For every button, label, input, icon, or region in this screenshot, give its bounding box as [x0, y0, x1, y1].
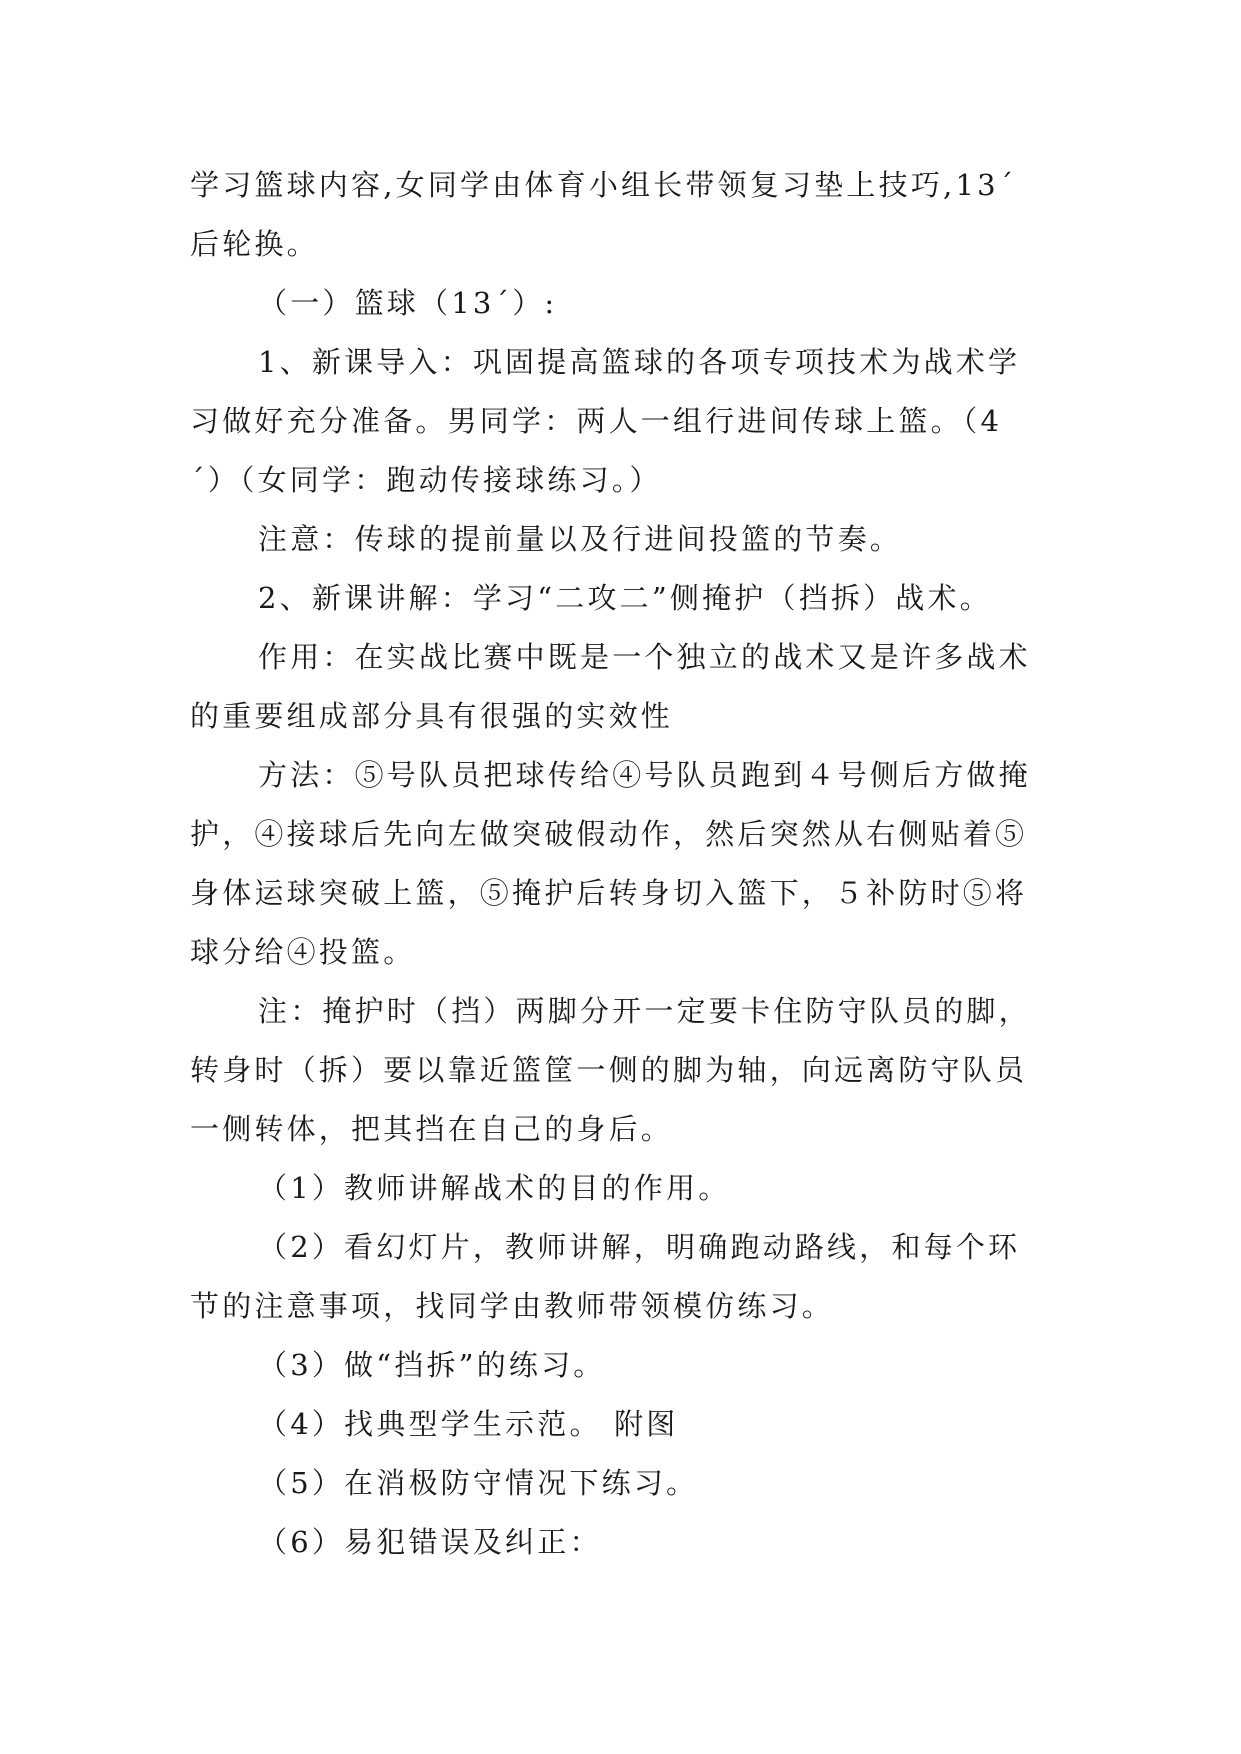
text-line: 转身时（拆）要以靠近篮筐一侧的脚为轴，向远离防守队员 [190, 1053, 1028, 1087]
text-line: 作用：在实战比赛中既是一个独立的战术又是许多战术 [258, 640, 1031, 674]
text-line: 1、新课导入：巩固提高篮球的各项专项技术为战术学 [258, 345, 1021, 379]
text-line: 2、新课讲解：学习“二攻二”侧掩护（挡拆）战术。 [258, 581, 992, 615]
text-line: 注：掩护时（挡）两脚分开一定要卡住防守队员的脚， [258, 994, 1031, 1028]
text-line: 节的注意事项，找同学由教师带领模仿练习。 [190, 1289, 835, 1323]
text-line: 球分给④投篮。 [190, 935, 416, 969]
text-line: 注意：传球的提前量以及行进间投篮的节奏。 [258, 522, 903, 556]
text-line: 学习篮球内容,女同学由体育小组长带领复习垫上技巧,13´ [190, 168, 1017, 202]
list-item: （1）教师讲解战术的目的作用。 [258, 1171, 731, 1205]
list-item: （2）看幻灯片，教师讲解，明确跑动路线，和每个环 [258, 1230, 1021, 1264]
text-line: 习做好充分准备。男同学：两人一组行进间传球上篮。（4 [190, 404, 1003, 438]
list-item: （6）易犯错误及纠正： [258, 1525, 602, 1559]
text-line: 护，④接球后先向左做突破假动作，然后突然从右侧贴着⑤ [190, 817, 1028, 851]
list-item: （5）在消极防守情况下练习。 [258, 1466, 699, 1500]
text-line: 后轮换。 [190, 227, 319, 261]
section-heading: （一）篮球（13´）: [258, 286, 558, 320]
list-item: （4）找典型学生示范。 附图 [258, 1407, 679, 1441]
text-line: 方法：⑤号队员把球传给④号队员跑到４号侧后方做掩 [258, 758, 1031, 792]
text-line: 一侧转体，把其挡在自己的身后。 [190, 1112, 674, 1146]
list-item: （3）做“挡拆”的练习。 [258, 1348, 606, 1382]
text-line: 的重要组成部分具有很强的实效性 [190, 699, 674, 733]
text-line: ´）（女同学：跑动传接球练习。） [190, 463, 662, 497]
text-line: 身体运球突破上篮，⑤掩护后转身切入篮下，５补防时⑤将 [190, 876, 1028, 910]
